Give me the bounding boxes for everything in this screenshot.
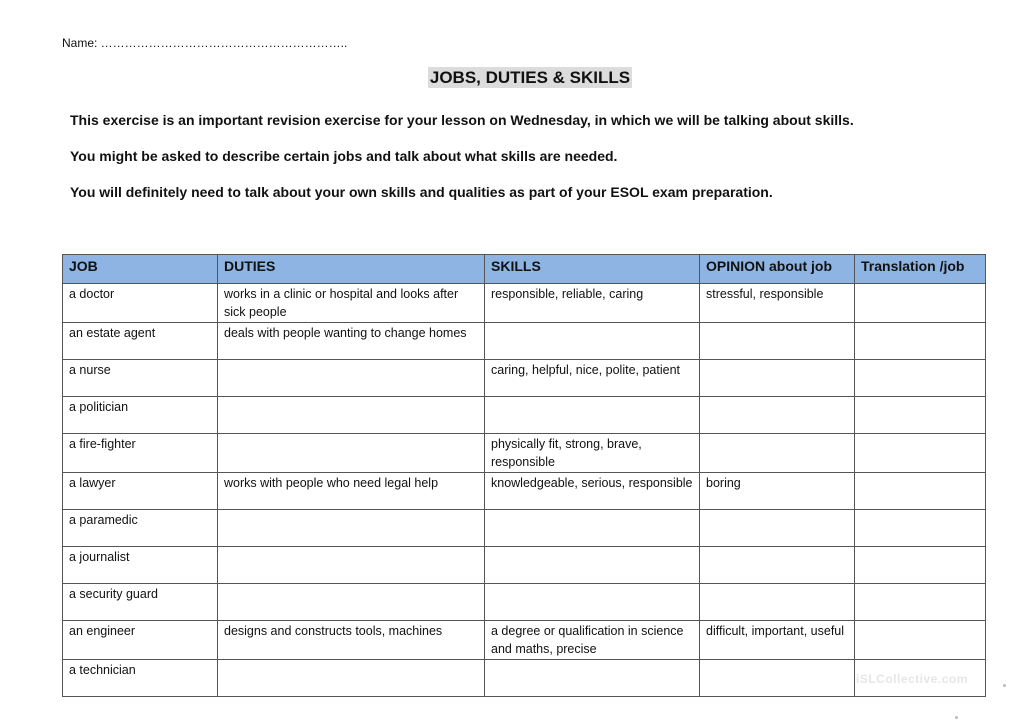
cell-skills xyxy=(485,584,700,621)
cell-job: a technician xyxy=(63,660,218,697)
cell-opinion: boring xyxy=(700,473,855,510)
table-row xyxy=(63,510,986,547)
name-field-line: Name: …………………………………………………….. xyxy=(62,36,348,50)
cell-opinion: stressful, responsible xyxy=(700,284,855,323)
cell-translation xyxy=(855,284,986,323)
cell-job: a paramedic xyxy=(63,510,218,547)
cell-opinion: difficult, important, useful xyxy=(700,621,855,660)
jobs-table xyxy=(62,254,986,697)
cell-duties xyxy=(218,660,485,697)
intro-paragraph-3: You will definitely need to talk about your own skills and qualities as part of your ESOL exam preparation. xyxy=(70,184,773,200)
cell-skills xyxy=(485,397,700,434)
cell-opinion xyxy=(700,584,855,621)
cell-skills: a degree or qualification in science and maths, precise xyxy=(485,621,700,660)
cell-duties: works in a clinic or hospital and looks after sick people xyxy=(218,284,485,323)
cell-translation xyxy=(855,584,986,621)
cell-duties: works with people who need legal help xyxy=(218,473,485,510)
cell-translation xyxy=(855,360,986,397)
table-row xyxy=(63,397,986,434)
cell-skills xyxy=(485,547,700,584)
cell-job: an engineer xyxy=(63,621,218,660)
cell-duties xyxy=(218,434,485,473)
table-header-row xyxy=(63,255,986,284)
cell-translation xyxy=(855,434,986,473)
header-skills: SKILLS xyxy=(485,255,700,284)
cell-skills xyxy=(485,660,700,697)
cell-opinion xyxy=(700,323,855,360)
cell-job: a doctor xyxy=(63,284,218,323)
cell-duties xyxy=(218,584,485,621)
cell-skills: knowledgeable, serious, responsible xyxy=(485,473,700,510)
cell-translation xyxy=(855,547,986,584)
table-row xyxy=(63,284,986,323)
cell-duties xyxy=(218,510,485,547)
cell-job: a security guard xyxy=(63,584,218,621)
decorative-dot xyxy=(1003,684,1006,687)
cell-translation xyxy=(855,621,986,660)
cell-skills: physically fit, strong, brave, responsible xyxy=(485,434,700,473)
header-duties: DUTIES xyxy=(218,255,485,284)
table-row xyxy=(63,360,986,397)
cell-duties: deals with people wanting to change homes xyxy=(218,323,485,360)
cell-skills: responsible, reliable, caring xyxy=(485,284,700,323)
cell-skills xyxy=(485,510,700,547)
cell-opinion xyxy=(700,434,855,473)
cell-translation xyxy=(855,510,986,547)
cell-translation xyxy=(855,397,986,434)
cell-job: a journalist xyxy=(63,547,218,584)
cell-skills: caring, helpful, nice, polite, patient xyxy=(485,360,700,397)
cell-opinion xyxy=(700,547,855,584)
cell-duties xyxy=(218,360,485,397)
cell-job: a lawyer xyxy=(63,473,218,510)
cell-duties xyxy=(218,547,485,584)
table-row xyxy=(63,584,986,621)
cell-opinion xyxy=(700,660,855,697)
decorative-dot xyxy=(955,716,958,719)
table-row xyxy=(63,473,986,510)
cell-job: a politician xyxy=(63,397,218,434)
table-row xyxy=(63,660,986,697)
cell-opinion xyxy=(700,397,855,434)
header-job: JOB xyxy=(63,255,218,284)
worksheet-title-text: JOBS, DUTIES & SKILLS xyxy=(429,68,631,87)
watermark-text: iSLCollective.com xyxy=(856,672,968,686)
intro-paragraph-1: This exercise is an important revision exercise for your lesson on Wednesday, in which we will be talking about skills. xyxy=(70,112,854,128)
table-row xyxy=(63,323,986,360)
cell-job: a nurse xyxy=(63,360,218,397)
cell-translation xyxy=(855,323,986,360)
cell-job: a fire-fighter xyxy=(63,434,218,473)
cell-opinion xyxy=(700,360,855,397)
table-row xyxy=(63,621,986,660)
cell-duties xyxy=(218,397,485,434)
worksheet-title xyxy=(0,68,1024,88)
cell-job: an estate agent xyxy=(63,323,218,360)
cell-opinion xyxy=(700,510,855,547)
header-opinion: OPINION about job xyxy=(700,255,855,284)
table-row xyxy=(63,434,986,473)
header-translation: Translation /job xyxy=(855,255,986,284)
table-row xyxy=(63,547,986,584)
cell-translation xyxy=(855,473,986,510)
intro-paragraph-2: You might be asked to describe certain jobs and talk about what skills are needed. xyxy=(70,148,618,164)
cell-duties: designs and constructs tools, machines xyxy=(218,621,485,660)
cell-skills xyxy=(485,323,700,360)
